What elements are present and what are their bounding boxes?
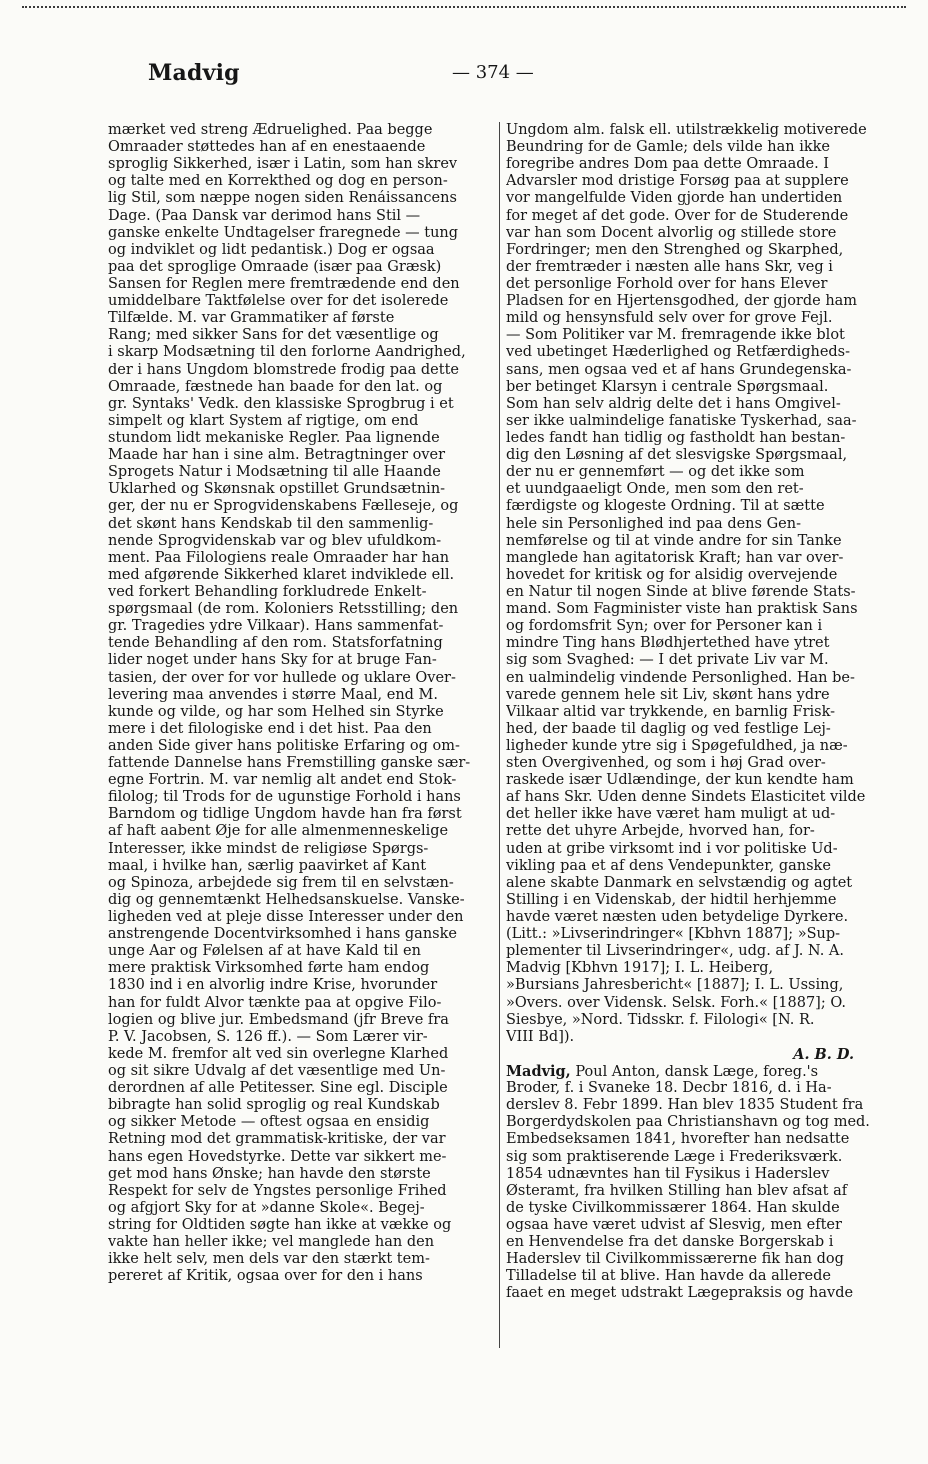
text-line: af hans Skr. Uden denne Sindets Elasticitet vilde (506, 789, 866, 806)
text-line: Vilkaar altid var trykkende, en barnlig Frisk- (506, 703, 836, 720)
text-line: det heller ikke have været ham muligt at ud- (506, 806, 836, 823)
text-line: bibragte han solid sproglig og real Kundskab (108, 1097, 440, 1114)
text-line: mærket ved streng Ædruelighed. Paa begge (108, 122, 433, 138)
running-head: Madvig (148, 60, 240, 86)
text-line: sans, men ogsaa ved et af hans Grundegenska- (506, 361, 852, 378)
text-line: Beundring for de Gamle; dels vilde han ikke (506, 139, 831, 156)
text-line: Sansen for Reglen mere fremtrædende end den (108, 275, 460, 292)
text-line: derordnen af alle Petitesser. Sine egl. Disciple (108, 1080, 448, 1097)
entry2-first-line (506, 1063, 894, 1080)
text-line: simpelt og klart System af rigtige, om end (108, 412, 419, 429)
text-line: get mod hans Ønske; han havde den største (108, 1165, 431, 1182)
entry2-headword: Madvig, (506, 1063, 571, 1081)
text-line: det skønt hans Kendskab til den sammenlig- (108, 515, 434, 532)
text-line: Broder, f. i Svaneke 18. Decbr 1816, d. i Ha- (506, 1080, 832, 1097)
text-line: fattende Dannelse hans Fremstilling ganske sær- (108, 755, 471, 772)
text-line: Omraade, fæstnede han baade for den lat. og (108, 378, 443, 395)
text-line: filolog; til Trods for de ugunstige Forhold i hans (108, 789, 461, 806)
text-line: der i hans Ungdom blomstrede frodig paa dette (108, 361, 460, 378)
text-line: ikke helt selv, men dels var den stærkt tem- (108, 1251, 430, 1268)
text-line: Siesbye, »Nord. Tidsskr. f. Filologi« [N. R. (506, 1011, 815, 1028)
text-line: 1830 ind i en alvorlig indre Krise, hvorunder (108, 977, 438, 994)
text-line: Maade har han i sine alm. Betragtninger over (108, 447, 446, 464)
text-line: Haderslev til Civilkommissærerne fik han dog (506, 1251, 844, 1268)
text-line: Madvig [Kbhvn 1917]; I. L. Heiberg, (506, 960, 774, 977)
text-line: og Spinoza, arbejdede sig frem til en selvstæn- (108, 874, 454, 891)
text-line: gr. Syntaks' Vedk. den klassiske Sprogbrug i et (108, 395, 454, 412)
text-line: ogsaa have været udvist af Slesvig, men efter (506, 1217, 842, 1233)
text-line: paa det sproglige Omraade (især paa Græsk) (108, 258, 442, 275)
entry2-lines (506, 1080, 894, 1302)
text-line: ligheder kunde ytre sig i Spøgefuldhed, ja næ- (506, 737, 848, 754)
text-line: lig Stil, som næppe nogen siden Renáissancens (108, 190, 457, 207)
text-line: Østeramt, fra hvilken Stilling han blev afsat af (506, 1182, 848, 1199)
text-line: ber betinget Klarsyn i centrale Spørgsmaal. (506, 378, 829, 395)
text-line: for meget af det gode. Over for de Studerende (506, 207, 849, 224)
text-line: færdigste og klogeste Ordning. Til at sætte (506, 498, 825, 515)
text-line: ser ikke ualmindelige fanatiske Tyskerhad, saa- (506, 412, 857, 429)
text-line: de tyske Civilkommissærer 1864. Han skulde (506, 1199, 840, 1216)
right-column-lines (506, 122, 894, 1046)
signature-line (506, 1046, 894, 1063)
text-line: P. V. Jacobsen, S. 126 ff.). — Som Lærer vir- (108, 1028, 428, 1045)
text-line: Barndom og tidlige Ungdom havde han fra først (108, 806, 462, 823)
text-line: tasien, der over for vor hullede og uklare Over- (108, 669, 456, 686)
text-line: »Overs. over Vidensk. Selsk. Forh.« [1887]; O. (506, 994, 846, 1011)
text-line: ved ubetinget Hæderlighed og Retfærdigheds- (506, 344, 851, 361)
text-line: i skarp Modsætning til den forlorne Aandrighed, (108, 344, 466, 361)
text-line: der fremtræder i næsten alle hans Skr, veg i (506, 258, 833, 275)
text-line: 1854 udnævntes han til Fysikus i Haderslev (506, 1165, 830, 1182)
text-line: dig den Løsning af det slesvigske Spørgsmaal, (506, 447, 848, 464)
text-line: derslev 8. Febr 1899. Han blev 1835 Student fra (506, 1097, 864, 1114)
text-line: Advarsler mod dristige Forsøg paa at supplere (506, 173, 849, 190)
text-line: sten Overgivenhed, og som i høj Grad over- (506, 755, 826, 772)
text-line: stundom lidt mekaniske Regler. Paa lignende (108, 429, 440, 446)
text-line: sproglig Sikkerhed, især i Latin, som han skrev (108, 156, 458, 173)
text-line: Stilling i en Videnskab, der hidtil herhjemme (506, 891, 837, 908)
text-line: Borgerdydskolen paa Christianshavn og tog med. (506, 1114, 870, 1131)
column-divider (499, 122, 500, 1348)
text-line: han for fuldt Alvor tænkte paa at opgive Filo- (108, 994, 442, 1011)
text-line: kede M. fremfor alt ved sin overlegne Klarhed (108, 1045, 449, 1062)
text-line: hed, der baade til daglig og ved festlige Lej- (506, 720, 831, 737)
text-line: manglede han agitatorisk Kraft; han var over- (506, 549, 844, 566)
text-line: Respekt for selv de Yngstes personlige Frihed (108, 1182, 447, 1199)
page-header (140, 60, 890, 94)
text-line: kunde og vilde, og har som Helhed sin Styrke (108, 703, 444, 720)
text-line: ment. Paa Filologiens reale Omraader har han (108, 549, 450, 566)
text-line: alene skabte Danmark en selvstændig og agtet (506, 874, 853, 891)
text-line: ligheden ved at pleje disse Interesser under den (108, 909, 464, 926)
text-line: og afgjort Sky for at »danne Skole«. Begej- (108, 1199, 425, 1216)
text-line: Interesser, ikke mindst de religiøse Spørgs- (108, 840, 429, 857)
text-line: Omraader støttedes han af en enestaaende (108, 139, 426, 156)
text-line: dig og gennemtænkt Helhedsanskuelse. Vanske- (108, 891, 465, 908)
text-line: sig som praktiserende Læge i Frederiksværk. (506, 1148, 843, 1165)
text-line: anden Side giver hans politiske Erfaring og om- (108, 737, 460, 754)
text-line: en Henvendelse fra det danske Borgerskab i (506, 1234, 834, 1251)
text-line: »Bursians Jahresbericht« [1887]; I. L. Ussing, (506, 977, 844, 994)
text-line: anstrengende Docentvirksomhed i hans ganske (108, 926, 457, 943)
text-line: Fordringer; men den Strenghed og Skarphed, (506, 241, 844, 258)
text-line: og talte med en Korrekthed og dog en person- (108, 173, 448, 190)
text-line: nemførelse og til at vinde andre for sin Tanke (506, 532, 842, 549)
text-line: tende Behandling af den rom. Statsforfatning (108, 635, 443, 652)
text-line: og sit sikre Udvalg af det væsentlige med Un- (108, 1063, 446, 1080)
text-line: Sprogets Natur i Modsætning til alle Haande (108, 464, 441, 481)
text-line: Tilladelse til at blive. Han havde da allerede (506, 1268, 831, 1285)
text-line: Som han selv aldrig delte det i hans Omgivel- (506, 395, 841, 412)
text-line: mere praktisk Virksomhed førte ham endog (108, 960, 430, 977)
author-signature: A. B. D. (793, 1045, 854, 1063)
text-line: lider noget under hans Sky for at bruge Fan- (108, 652, 437, 669)
text-line: Uklarhed og Skønsnak opstillet Grundsætnin- (108, 481, 446, 498)
text-line: mindre Ting hans Blødhjertethed have ytret (506, 635, 830, 652)
text-line: pereret af Kritik, ogsaa over for den i hans (108, 1268, 423, 1285)
text-line: unge Aar og Følelsen af at have Kald til en (108, 943, 421, 960)
text-line: Rang; med sikker Sans for det væsentlige og (108, 327, 439, 344)
text-line: havde været næsten uden betydelige Dyrkere. (506, 909, 849, 926)
text-line: mild og hensynsfuld selv over for grove Fejl. (506, 310, 833, 327)
text-line: vikling paa et af dens Vendepunkter, ganske (506, 857, 831, 874)
text-line: vakte han heller ikke; vel manglede han den (108, 1234, 435, 1251)
text-line: uden at gribe virksomt ind i vor politiske Ud- (506, 840, 838, 857)
text-line: Pladsen for en Hjertensgodhed, der gjorde ham (506, 293, 858, 310)
right-text-column (506, 122, 894, 1352)
text-line: et uundgaaeligt Onde, men som den ret- (506, 481, 804, 498)
text-line: det personlige Forhold over for hans Elever (506, 275, 828, 292)
text-line: levering maa anvendes i større Maal, end M. (108, 686, 439, 703)
text-line: ved forkert Behandling forkludrede Enkelt- (108, 583, 427, 600)
text-line: med afgørende Sikkerhed klaret indviklede ell. (108, 566, 455, 583)
top-border-rule (22, 6, 906, 8)
text-line: Dage. (Paa Dansk var derimod hans Stil — (108, 207, 421, 224)
text-line: en ualmindelig vindende Personlighed. Han be- (506, 669, 855, 686)
text-line: mere i det filologiske end i det hist. Paa den (108, 720, 432, 737)
text-line: raskede især Udlændinge, der kun kendte ham (506, 772, 854, 789)
entry2-first-line-rest: Poul Anton, dansk Læge, foreg.'s (570, 1064, 819, 1081)
text-line: ledes fandt han tidlig og fastholdt han bestan- (506, 429, 846, 446)
text-line: vor mangelfulde Viden gjorde han undertiden (506, 190, 843, 207)
text-line: og fordomsfrit Syn; over for Personer kan i (506, 618, 823, 635)
text-line: en Natur til nogen Sinde at blive førende Stats- (506, 583, 856, 600)
text-line: Retning mod det grammatisk-kritiske, der var (108, 1131, 446, 1148)
text-line: Tilfælde. M. var Grammatiker af første (108, 310, 395, 327)
text-line: var han som Docent alvorlig og stillede store (506, 224, 837, 241)
text-line: af haft aabent Øje for alle almenmenneskelige (108, 823, 449, 840)
text-line: faaet en meget udstrakt Lægepraksis og havde (506, 1285, 854, 1302)
text-line: Ungdom alm. falsk ell. utilstrækkelig motiverede (506, 122, 867, 138)
text-line: ganske enkelte Undtagelser fraregnede — tung (108, 224, 459, 241)
text-line: umiddelbare Taktfølelse over for det isolerede (108, 293, 449, 310)
text-line: string for Oldtiden søgte han ikke at vække og (108, 1217, 452, 1233)
left-text-column (108, 122, 496, 1352)
text-line: ger, der nu er Sprogvidenskabens Fælleseje, og (108, 498, 459, 515)
text-line: gr. Tragedies ydre Vilkaar). Hans sammenfat- (108, 618, 444, 635)
text-line: hovedet for kritisk og for alsidig overvejende (506, 566, 838, 583)
text-line: der nu er gennemført — og det ikke som (506, 464, 805, 481)
text-line: spørgsmaal (de rom. Koloniers Retsstilling; den (108, 601, 459, 618)
text-line: plementer til Livserindringer«, udg. af J. N. A. (506, 943, 844, 960)
text-line: hans egen Hovedstyrke. Dette var sikkert me- (108, 1148, 447, 1165)
page-number: — 374 — (452, 62, 534, 83)
text-line: nende Sprogvidenskab var og blev ufuldkom- (108, 532, 442, 549)
text-line: (Litt.: »Livserindringer« [Kbhvn 1887]; »Sup- (506, 926, 841, 943)
text-line: rette det uhyre Arbejde, hvorved han, for- (506, 823, 815, 840)
text-line: varede gennem hele sit Liv, skønt hans ydre (506, 686, 830, 703)
text-line: hele sin Personlighed ind paa dens Gen- (506, 515, 801, 532)
text-line: Embedseksamen 1841, hvorefter han nedsatte (506, 1131, 850, 1148)
text-line: mand. Som Fagminister viste han praktisk Sans (506, 601, 858, 618)
text-line: egne Fortrin. M. var nemlig alt andet end Stok- (108, 772, 457, 789)
text-line: sig som Svaghed: — I det private Liv var M. (506, 652, 829, 669)
text-line: og sikker Metode — oftest ogsaa en ensidig (108, 1114, 430, 1131)
text-line: maal, i hvilke han, særlig paavirket af Kant (108, 857, 427, 874)
text-line: VIII Bd]). (506, 1028, 575, 1045)
text-line: og indviklet og lidt pedantisk.) Dog er ogsaa (108, 241, 435, 258)
text-line: — Som Politiker var M. fremragende ikke blot (506, 327, 845, 344)
text-line: foregribe andres Dom paa dette Omraade. I (506, 156, 830, 173)
text-line: logien og blive jur. Embedsmand (jfr Breve fra (108, 1011, 449, 1028)
